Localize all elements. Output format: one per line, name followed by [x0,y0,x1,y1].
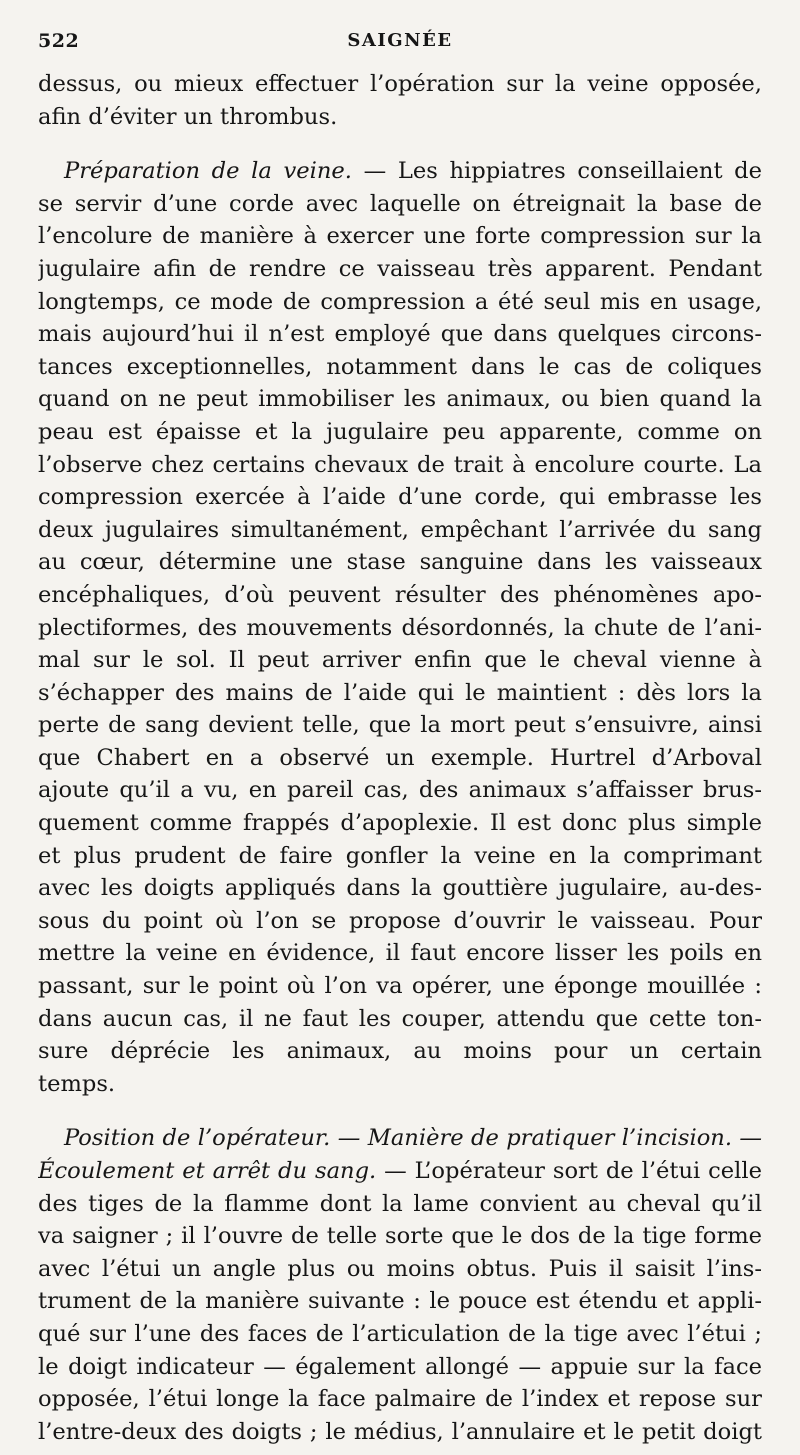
text-line: va saigner ; il l’ouvre de telle sorte que le dos de la tige forme [38,1223,762,1250]
page-number: 522 [38,30,80,52]
text-line: peau est épaisse et la jugulaire peu apparente, comme on [38,418,762,445]
text-line: l’entre-deux des doigts ; le médius, l’annulaire et le petit doigt [38,1418,762,1445]
text-line: quement comme frappés d’apoplexie. Il est donc plus simple [38,810,762,837]
section-heading: Écoulement et arrêt du sang. [38,1158,377,1184]
text-line: sure déprécie les animaux, au moins pour un certain [38,1038,762,1065]
page-header [38,30,762,60]
text-line: ajoute qu’il a vu, en pareil cas, des animaux s’affaisser brus- [38,777,762,804]
text-line: qué sur l’une des faces de l’articulation de la tige avec l’étui ; [38,1320,762,1347]
text-line: trument de la manière suivante : le pouce est étendu et appli- [38,1288,762,1315]
text-line: mal sur le sol. Il peut arriver enfin que le cheval vienne à [38,647,762,674]
body-text [38,68,762,1448]
text-line: et plus prudent de faire gonfler la veine en la comprimant [38,842,762,869]
text-line: passant, sur le point où l’on va opérer, une éponge mouillée : [38,973,762,1000]
section-heading: Position de l’opérateur. — Manière de pratiquer l’incision. — [64,1125,762,1152]
paragraph-gap [38,1100,762,1122]
text-line: des tiges de la flamme dont la lame convient au cheval qu’il [38,1190,762,1217]
text-line: quand on ne peut immobiliser les animaux, ou bien quand la [38,386,762,413]
text-line: s’échapper des mains de l’aide qui le maintient : dès lors la [38,679,762,706]
text-line: avec les doigts appliqués dans la gouttière jugulaire, au-des- [38,875,762,902]
text-line: opposée, l’étui longe la face palmaire de l’index et repose sur [38,1386,762,1413]
text-line: jugulaire afin de rendre ce vaisseau très apparent. Pendant [38,255,762,282]
text-line: sous du point où l’on se propose d’ouvrir le vaisseau. Pour [38,907,762,934]
text-line: compression exercée à l’aide d’une corde, qui embrasse les [38,484,762,511]
text-line: l’encolure de manière à exercer une forte compression sur la [38,223,762,250]
text-line: que Chabert en a observé un exemple. Hurtrel d’Arboval [38,744,762,771]
text-line: se servir d’une corde avec laquelle on étreignait la base de [38,190,762,217]
text-line: plectiformes, des mouvements désordonnés, la chute de l’ani- [38,614,762,641]
text-line: au cœur, détermine une stase sanguine dans les vaisseaux [38,549,762,576]
text-line: l’observe chez certains chevaux de trait à encolure courte. La [38,451,762,478]
running-head: SAIGNÉE [347,30,453,51]
text-line: le doigt indicateur — également allongé — appuie sur la face [38,1353,762,1380]
text-line: afin d’éviter un thrombus. [38,103,338,130]
text-line: dessus, ou mieux effectuer l’opération sur la veine opposée, [38,71,762,97]
text-line: perte de sang devient telle, que la mort peut s’ensuivre, ainsi [38,712,762,739]
text-line: avec l’étui un angle plus ou moins obtus. Puis il saisit l’ins- [38,1255,762,1282]
text-line: temps. [38,1070,116,1097]
text-line: mais aujourd’hui il n’est employé que dans quelques circons- [38,321,762,348]
text-line: longtemps, ce mode de compression a été seul mis en usage, [38,288,762,315]
text-line: deux jugulaires simultanément, empêchant l’arrivée du sang [38,516,762,543]
text-line: encéphaliques, d’où peuvent résulter des phénomènes apo- [38,581,762,608]
text-line: Écoulement et arrêt du sang. — L’opérateur sort de l’étui celle [38,1158,762,1184]
text-line: mettre la veine en évidence, il faut encore lisser les poils en [38,940,762,967]
text-line: dans aucun cas, il ne faut les couper, attendu que cette ton- [38,1005,762,1032]
text-line [38,1122,762,1155]
section-heading: Préparation de la veine. [64,158,352,185]
paragraph-gap [38,133,762,155]
text-line: Préparation de la veine. — Les hippiatres conseillaient de [64,158,762,185]
text-line: tances exceptionnelles, notamment dans le cas de coliques [38,353,762,380]
